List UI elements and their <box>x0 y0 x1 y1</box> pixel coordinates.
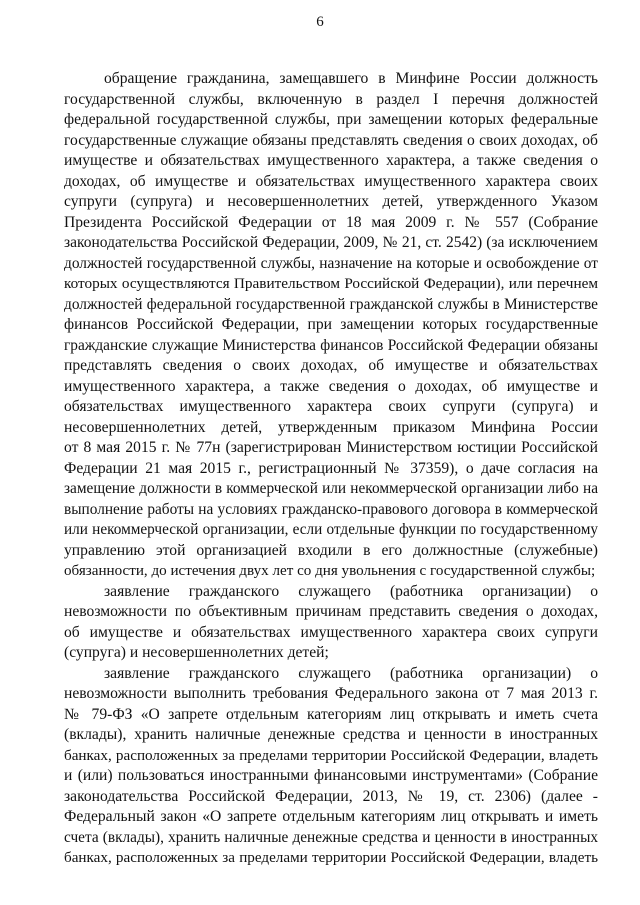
text-line: обязанности, до истечения двух лет со дня увольнения с государственной службы; <box>64 563 596 579</box>
text-line: Федеральный закон «О запрете отдельным категориям лиц открывать и иметь <box>64 808 598 825</box>
page-number: 6 <box>316 14 324 30</box>
text-line: невозможности по объективным причинам представить сведения о доходах, <box>64 603 598 620</box>
text-line: банках, расположенных за пределами территории Российской Федерации, владеть <box>64 849 598 866</box>
text-line: законодательства Российской Федерации, 2013, № 19, ст. 2306) (далее - <box>64 787 598 805</box>
text-line: доходах, об имуществе и обязательствах имущественного характера своих <box>64 172 598 190</box>
text-line: управлению этой организацией входили в его должностные (служебные) <box>64 541 598 559</box>
text-line: законодательства Российской Федерации, 2009, № 21, ст. 2542) (за исключением <box>64 234 598 251</box>
text-line: государственной службы, включенную в раздел I перечня должностей <box>64 90 598 108</box>
text-line: государственные служащие обязаны представлять сведения о своих доходах, об <box>64 131 598 149</box>
text-line: Федерации 21 мая 2015 г., регистрационный № 37359), о даче согласия на <box>64 459 598 477</box>
text-line: финансов Российской Федерации, при замещении которых государственные <box>64 316 598 333</box>
paragraph-first-line: обращение гражданина, замещавшего в Минфине России должность <box>104 70 598 87</box>
text-line: представлять сведения о своих доходах, об имуществе и обязательствах <box>64 357 598 374</box>
text-line: несовершеннолетних детей, утвержденным приказом Минфина России <box>64 418 598 436</box>
text-line: об имуществе и обязательствах имущественного характера своих супруги <box>64 623 598 641</box>
text-line: № 79-ФЗ «О запрете отдельным категориям лиц открывать и иметь счета <box>64 705 598 723</box>
paragraph-first-line: заявление гражданского служащего (работника организации) о <box>104 664 598 682</box>
text-line: счета (вклады), хранить наличные денежные средства и ценности в иностранных <box>64 828 598 846</box>
text-line: (вклады), хранить наличные денежные средства и ценности в иностранных <box>64 726 598 743</box>
text-line: замещение должности в коммерческой или некоммерческой организации либо на <box>64 480 598 497</box>
text-line: (супруга) и несовершеннолетних детей; <box>64 644 329 661</box>
text-line: банках, расположенных за пределами территории Российской Федерации, владеть <box>64 746 598 764</box>
text-line: и (или) пользоваться иностранными финансовыми инструментами» (Собрание <box>64 767 598 784</box>
text-line: Президента Российской Федерации от 18 мая 2009 г. № 557 (Собрание <box>64 213 598 231</box>
text-line: выполнение работы на условиях гражданско-правового договора в коммерческой <box>64 500 598 518</box>
text-line: или некоммерческой организации, если отдельные функции по государственному <box>64 521 598 538</box>
text-line: невозможности выполнить требования Федерального закона от 7 мая 2013 г. <box>64 685 598 702</box>
text-line: обязательствах имущественного характера своих супруги (супруга) и <box>64 398 598 415</box>
text-line: супруги (супруга) и несовершеннолетних детей, утвержденного Указом <box>64 193 598 210</box>
paragraph-first-line: заявление гражданского служащего (работника организации) о <box>104 582 598 600</box>
text-line: должностей государственной службы, назначение на которые и освобождение от <box>64 254 598 272</box>
text-line: от 8 мая 2015 г. № 77н (зарегистрирован Министерством юстиции Российской <box>64 439 598 456</box>
text-line: гражданские служащие Министерства финансов Российской Федерации обязаны <box>64 336 598 354</box>
text-line: имущественного характера, а также сведения о доходах, об имуществе и <box>64 377 598 395</box>
text-line: федеральной государственной службы, при замещении которых федеральные <box>64 111 598 128</box>
text-line: которых осуществляются Правительством Российской Федерации), или перечнем <box>64 275 598 292</box>
text-line: имуществе и обязательствах имущественного характера, а также сведения о <box>64 152 598 169</box>
text-line: должностей федеральной государственной гражданской службы в Министерстве <box>64 295 598 313</box>
document-body <box>64 69 598 869</box>
